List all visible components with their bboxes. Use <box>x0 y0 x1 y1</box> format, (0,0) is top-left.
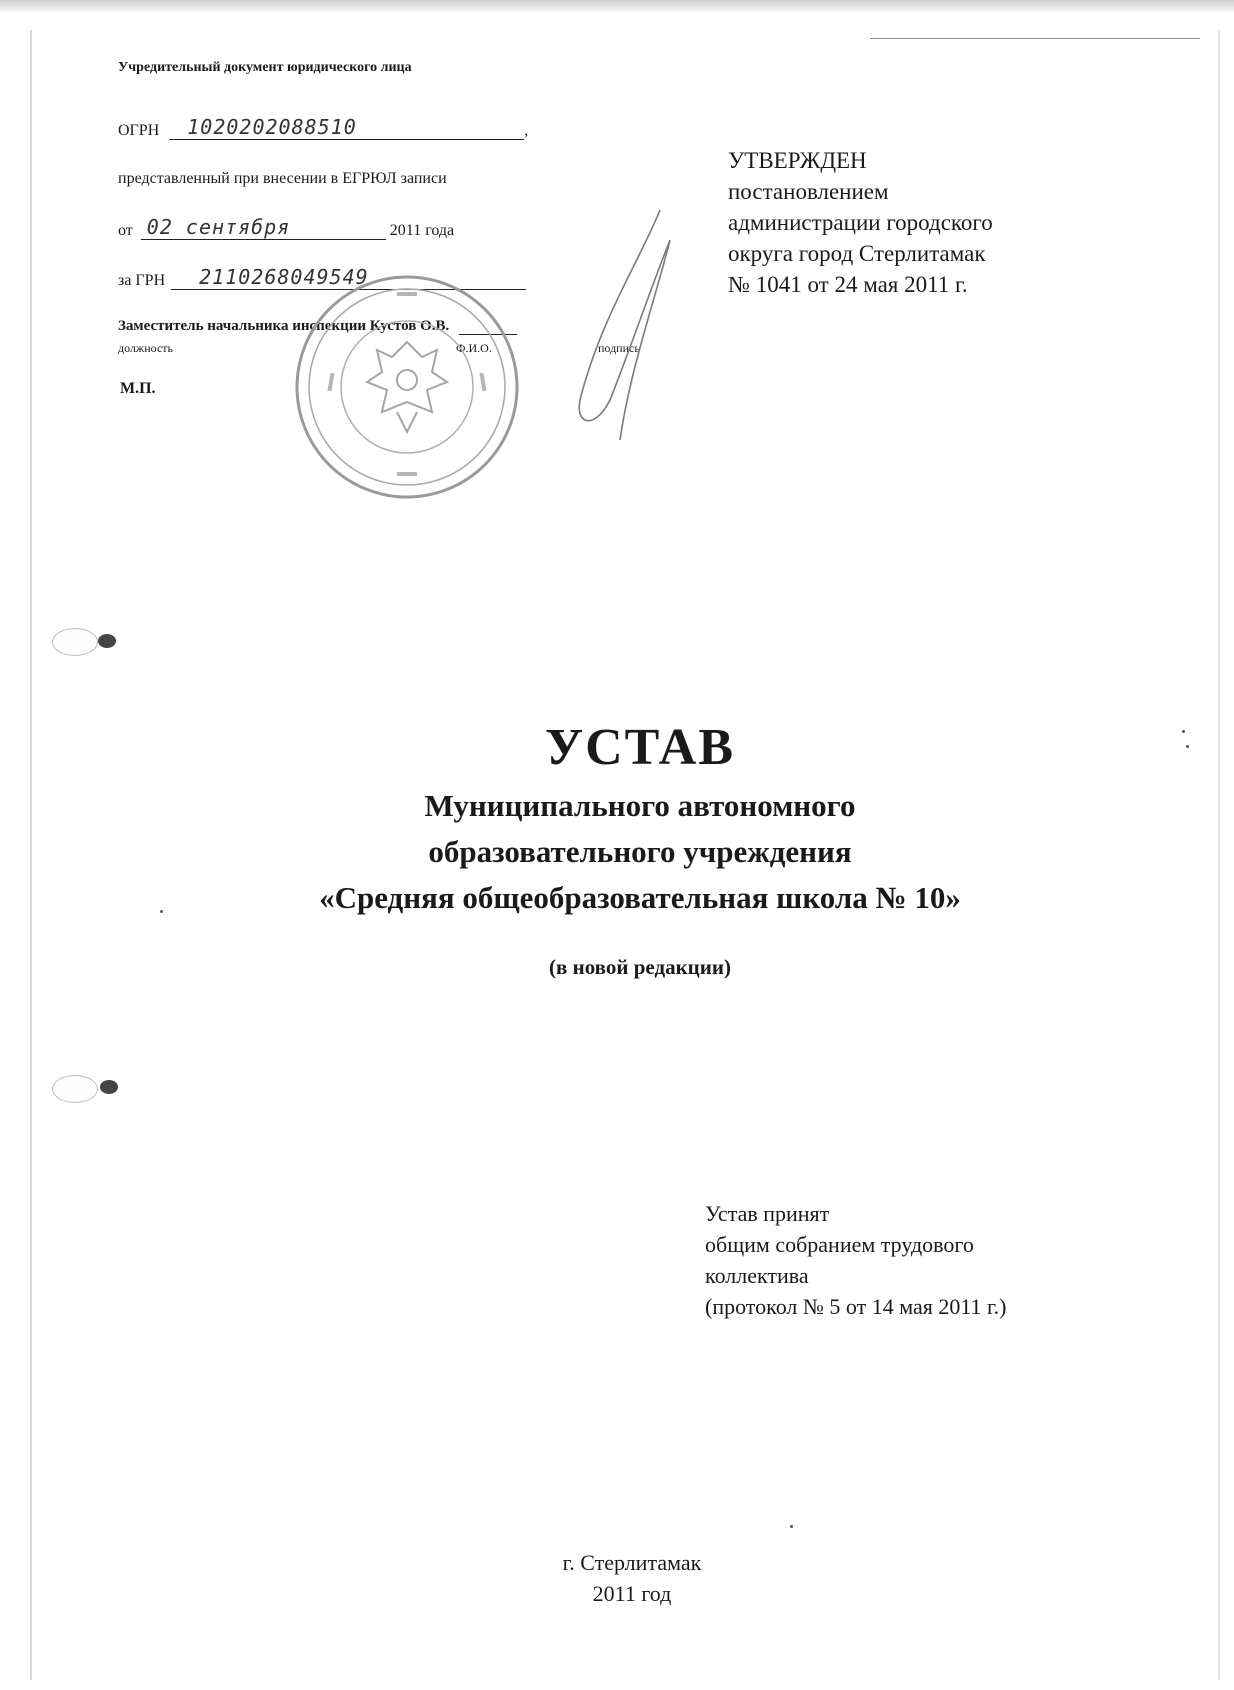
edition-note: (в новой редакции) <box>549 955 731 979</box>
date-suffix: 2011 года <box>389 222 455 239</box>
seal-label: М.П. <box>120 380 156 397</box>
tax-office-stamp <box>282 262 532 512</box>
ogrn-suffix: , <box>524 122 529 139</box>
registration-doc-title: Учредительный документ юридического лица <box>118 60 412 75</box>
punch-mark <box>98 634 116 648</box>
adoption-block <box>705 1198 1006 1322</box>
title-line-3: «Средняя общеобразовательная школа № 10» <box>319 880 961 915</box>
caption-name: Ф.И.О. <box>456 341 492 355</box>
ogrn-row <box>118 115 528 140</box>
approval-line-4: округа город Стерлитамак <box>728 241 986 266</box>
deputy-text: Заместитель начальника инспекции Кустов О.В. <box>118 318 450 334</box>
grn-value: 2110268049549 <box>199 265 369 289</box>
scan-speck <box>160 910 163 913</box>
approval-line-3: администрации городского <box>728 210 993 235</box>
document-title: УСТАВ <box>544 719 736 776</box>
scan-left-edge <box>30 30 32 1680</box>
presented-text: представленный при внесении в ЕГРЮЛ записи <box>118 170 447 187</box>
approval-line-5: № 1041 от 24 мая 2011 г. <box>728 272 968 297</box>
scan-speck <box>1182 730 1185 733</box>
top-rule <box>870 38 1200 39</box>
date-field <box>141 215 386 240</box>
caption-signature: подпись <box>598 341 640 355</box>
title-line-1: Муниципального автономного <box>424 788 856 823</box>
adoption-line-4: (протокол № 5 от 14 мая 2011 г.) <box>705 1294 1007 1319</box>
footer <box>0 1547 1234 1609</box>
adoption-line-3: коллектива <box>705 1263 809 1288</box>
scan-speck <box>790 1525 793 1528</box>
handwritten-signature <box>540 200 700 450</box>
ogrn-value: 1020202088510 <box>187 115 357 139</box>
scan-right-edge <box>1218 30 1220 1680</box>
adoption-line-2: общим собранием трудового <box>705 1232 974 1257</box>
punch-hole <box>52 628 98 656</box>
punch-hole <box>52 1075 98 1103</box>
scan-speck <box>1186 745 1189 748</box>
adoption-line-1: Устав принят <box>705 1201 830 1226</box>
ogrn-field <box>169 115 524 140</box>
ogrn-label: ОГРН <box>118 122 160 139</box>
date-value: 02 сентября <box>146 215 291 239</box>
date-row <box>118 215 454 240</box>
date-prefix: от <box>118 222 133 239</box>
footer-city: г. Стерлитамак <box>562 1550 702 1575</box>
punch-mark <box>100 1080 118 1094</box>
title-line-2: образовательного учреждения <box>428 834 852 869</box>
approval-line-1: УТВЕРЖДЕН <box>728 148 867 173</box>
grn-label: за ГРН <box>118 272 166 289</box>
footer-year: 2011 год <box>592 1581 672 1606</box>
scan-top-edge <box>0 0 1234 14</box>
approval-line-2: постановлением <box>728 179 889 204</box>
caption-position: должность <box>118 341 173 355</box>
approval-block <box>728 145 993 300</box>
